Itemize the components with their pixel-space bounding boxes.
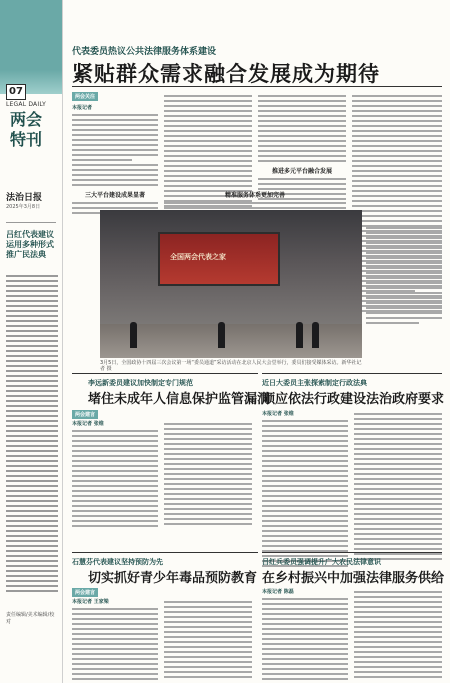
photo-screen	[158, 232, 280, 286]
photo-person	[130, 322, 137, 348]
article-1-col-1	[72, 420, 158, 530]
editor-credits: 责任编辑/美术编辑/校对	[6, 612, 55, 625]
article-4-col-1	[262, 588, 348, 683]
article-4-title: 在乡村振兴中加强法律服务供给	[262, 571, 445, 586]
article-2-kicker: 近日大委员主张探索制定行政法典	[262, 379, 367, 387]
main-subhead-3-wrap	[164, 186, 346, 212]
article-3-byline: 本报记者 王家梁	[72, 599, 109, 605]
article-4-kicker: 吕红兵委员强调提升广大农民法律意识	[262, 558, 381, 566]
article-2-col-2	[354, 410, 442, 563]
main-byline: 本报记者	[72, 105, 93, 111]
tag-two-sessions-voice-2: 两会建言	[72, 588, 98, 597]
article-4-byline: 本报记者 陈磊	[262, 589, 294, 595]
main-column-1	[72, 104, 158, 217]
newspaper-logo: 法治日报	[6, 193, 43, 203]
rail-banner	[0, 0, 62, 94]
legal-daily-label: LEGAL DAILY	[6, 101, 46, 108]
main-kicker: 代表委员热议公共法律服务体系建设	[72, 47, 217, 57]
article-3-title: 切实抓好青少年毒品预防教育	[88, 571, 258, 586]
article-1-title: 堵住未成年人信息保护监管漏洞	[88, 392, 271, 407]
issue-date: 2025年3月8日	[6, 204, 41, 210]
article-3-rule	[72, 552, 258, 553]
article-2-title: 顺应依法行政建设法治政府要求	[262, 392, 445, 407]
rail-divider	[6, 222, 56, 223]
main-subhead-1: 三大平台建设成果显著	[84, 192, 145, 199]
main-subhead-2: 推进多元平台融合发展	[271, 168, 332, 175]
special-issue-title: 两会特刊	[10, 110, 43, 149]
conference-photo	[100, 210, 362, 358]
article-1-rule	[72, 373, 258, 374]
article-1-kicker: 李远新委员建议加快制定专门规范	[88, 379, 193, 387]
article-3-kicker: 石慧芬代表建议坚持预防为先	[72, 558, 163, 566]
article-1-byline: 本报记者 张维	[72, 421, 104, 427]
tag-two-sessions-voice: 两会建言	[72, 410, 98, 419]
photo-person	[296, 322, 303, 348]
rail-article-title: 吕红代表建议运用多种形式推广民法典	[6, 229, 54, 259]
main-headline: 紧贴群众需求融合发展成为期待	[72, 61, 380, 86]
article-2-col-1	[262, 410, 348, 570]
headline-rule	[72, 86, 442, 87]
photo-person	[312, 322, 319, 348]
photo-person	[218, 322, 225, 348]
rail-article-body	[6, 272, 58, 595]
article-2-byline: 本报记者 张维	[262, 411, 294, 417]
photo-caption: 3月5日，全国政协十四届三次会议第一场“委员通道”采访活动在北京人民大会堂举行，委员们接受媒体采访。新华社记者 摄	[100, 360, 362, 372]
main-subhead-3: 精准服务体系更加完善	[224, 192, 285, 199]
article-3-col-1	[72, 598, 158, 683]
article-2-rule	[262, 373, 442, 374]
article-4-rule	[262, 552, 442, 553]
article-4-col-2	[354, 588, 442, 681]
page-number: 07	[6, 84, 26, 100]
main-column-5	[366, 224, 442, 327]
article-3-col-2	[164, 598, 252, 681]
article-1-col-2	[164, 420, 252, 528]
left-rail	[0, 0, 63, 683]
tag-two-sessions-focus: 两会关注	[72, 92, 98, 101]
photo-screen-text: 全国两会代表之家	[170, 252, 226, 261]
